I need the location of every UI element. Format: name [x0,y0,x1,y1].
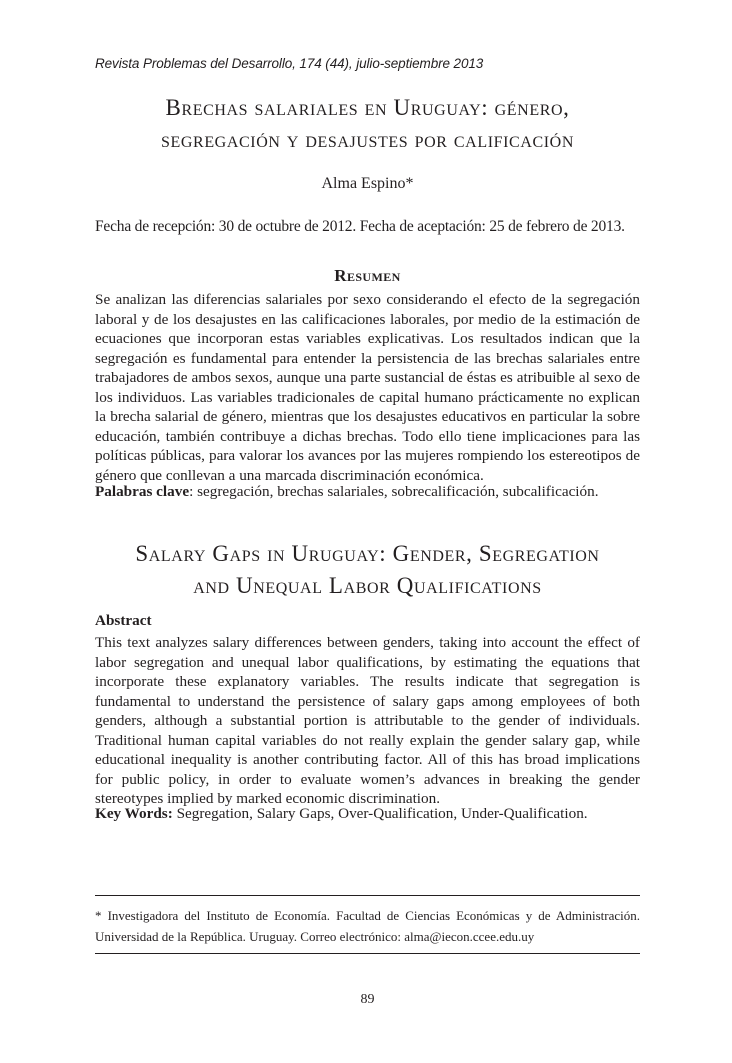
spanish-keywords [95,483,640,501]
journal-citation: Revista Problemas del Desarrollo, 174 (44), julio-septiembre 2013 [95,56,484,71]
reception-dates: Fecha de recepción: 30 de octubre de 2012. Fecha de aceptación: 25 de febrero de 2013. [95,218,625,235]
english-keywords-list: Segregation, Salary Gaps, Over-Qualification, Under-Qualification. [172,805,588,822]
spanish-keywords-list: : segregación, brechas salariales, sobrecalificación, subcalificación. [189,483,599,500]
spanish-title-line-2: segregación y desajustes por calificación [161,127,574,152]
english-keywords-label: Key Words: [95,805,173,822]
english-title-line-1: Salary Gaps in Uruguay: Gender, Segregation [135,541,600,566]
english-title-line-2: and Unequal Labor Qualifications [193,573,542,598]
spanish-title-line-1: Brechas salariales en Uruguay: género, [165,95,570,120]
page-number: 89 [360,992,375,1007]
spanish-keywords-label: Palabras clave [95,483,190,500]
abstract-body: This text analyzes salary differences between genders, taking into account the effect of labor segregation and unequal labor qualifications, by estimating the equations that incorporate these explanatory variables. The results indicate that segregation is fundamental to understand the persistence of salary gaps among employees of both genders, although a substantial portion is attributable to the gender of individuals. Traditional human capital variables do not really explain the gender salary gap, while educational inequality is another contributing factor. All of this has broad implications for public policy, in order to evaluate women’s advances in breaking the gender stereotypes implied by marked economic discrimination. [95,634,640,807]
abstract-heading: Abstract [95,612,152,629]
resumen-body: Se analizan las diferencias salariales por sexo considerando el efecto de la segregación laboral y de los desajustes en las calificaciones laborales, por medio de la estimación de ecuaciones que incorporan estas variables explicativas. Los resultados indican que la segregación es fundamental para entender la persistencia de las brechas salariales entre trabajadores de ambos sexos, aunque una parte sustancial de éstas es atribuible al sexo de los individuos. Las variables tradicionales de capital humano prácticamente no explican la brecha salarial de género, mientras que los desajustes educativos en particular la sobre educación, también contribuye a dichas brechas. Todo ello tiene implicaciones para las políticas públicas, para valorar los avances por las mujeres rompiendo los estereotipos de género que conllevan a una marcada discriminación económica. [95,291,640,484]
english-title [95,538,640,602]
footnote-divider-top [95,895,640,896]
footnote-divider-bottom [95,953,640,954]
author-footnote: * Investigadora del Instituto de Economía. Facultad de Ciencias Económicas y de Administración. Universidad de la República. Uruguay. Correo electrónico: alma@iecon.ccee.edu.uy [95,908,640,944]
resumen-heading: Resumen [334,266,401,285]
english-keywords [95,805,640,823]
author-name: Alma Espino* [321,175,414,192]
spanish-title [95,92,640,156]
